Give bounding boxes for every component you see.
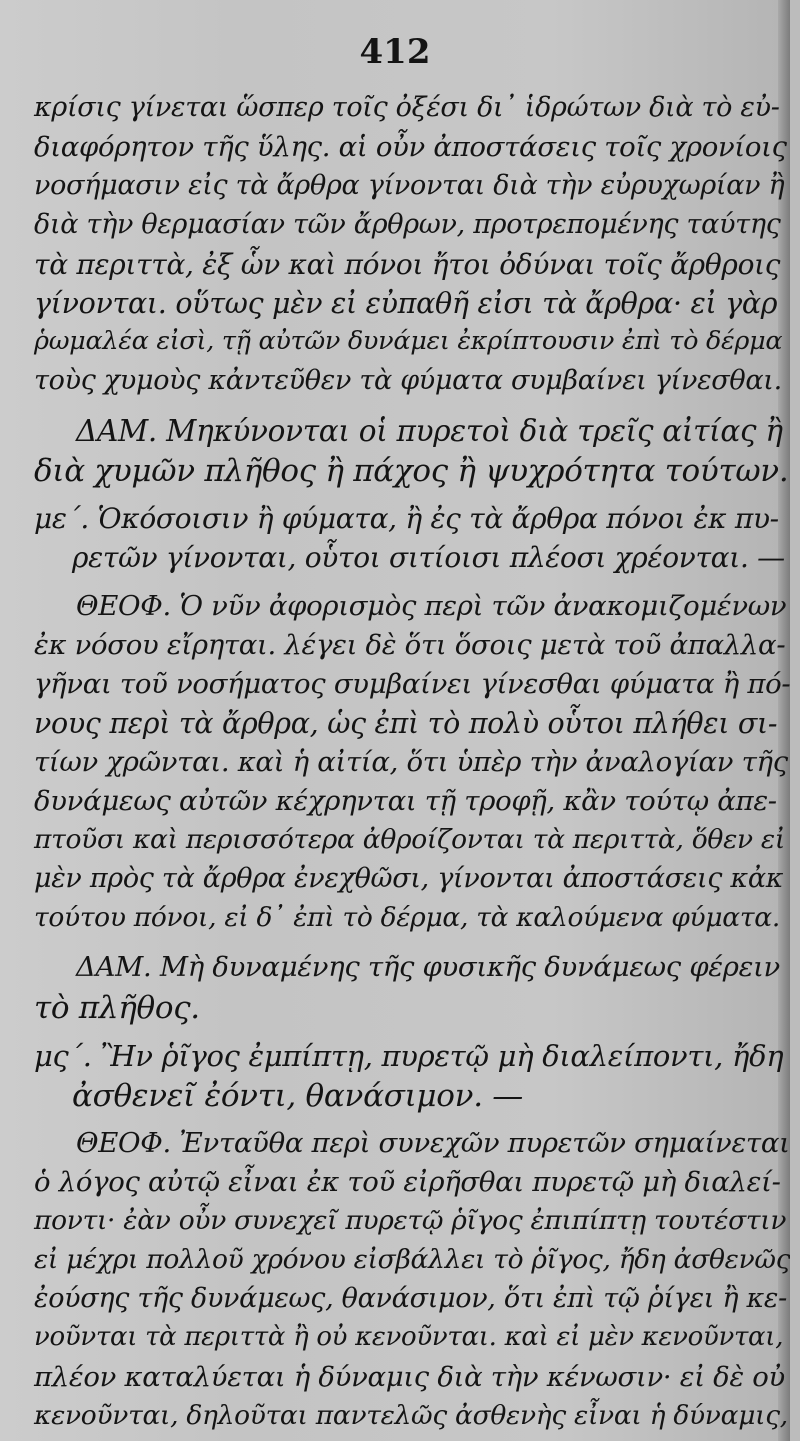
commentary-line: ΘΕΟΦ. Ἐνταῦθα περὶ συνεχῶν πυρετῶν σημαίνεται: [76, 1127, 790, 1159]
text-line: γίνονται. οὕτως μὲν εἰ εὐπαθῆ εἰσι τὰ ἄρθρα· εἰ γὰρ: [34, 287, 778, 320]
text-line: διὰ χυμῶν πλῆθος ἢ πάχος ἢ ψυχρότητα τούτων.: [34, 453, 789, 489]
text-line: διὰ τὴν θερμασίαν τῶν ἄρθρων, προτρεπομένης ταύτης: [34, 209, 781, 240]
text-line: ἀσθενεῖ ἐόντι, θανάσιμον. —: [72, 1078, 523, 1114]
text-line: μὲν πρὸς τὰ ἄρθρα ἐνεχθῶσι, γίνονται ἀποστάσεις κἀκ: [34, 863, 784, 894]
text-line: ὁ λόγος αὐτῷ εἶναι ἐκ τοῦ εἰρῆσθαι πυρετῷ μὴ διαλεί-: [34, 1166, 781, 1198]
dialogue-line: ΔΑΜ. Μηκύνονται οἱ πυρετοὶ διὰ τρεῖς αἰτίας ἢ: [76, 414, 783, 448]
text-line: διαφόρητον τῆς ὕλης. αἱ οὖν ἀποστάσεις τοῖς χρονίοις: [34, 131, 787, 163]
text-line: κρίσις γίνεται ὥσπερ τοῖς ὀξέσι δι᾽ ἱδρώτων διὰ τὸ εὐ-: [34, 92, 780, 123]
text-line: τὸ πλῆθος.: [34, 990, 200, 1026]
text-line: πλέον καταλύεται ἡ δύναμις διὰ τὴν κένωσιν· εἰ δὲ οὐ: [34, 1361, 785, 1393]
text-line: δυνάμεως αὐτῶν κέχρηνται τῇ τροφῇ, κἂν τούτῳ ἀπε-: [34, 785, 777, 817]
aphorism-line: μς΄. Ἢν ῥῖγος ἐμπίπτῃ, πυρετῷ μὴ διαλείποντι, ἤδη: [34, 1039, 784, 1073]
text-line: τούτου πόνοι, εἰ δ᾽ ἐπὶ τὸ δέρμα, τὰ καλούμενα φύματα.: [34, 902, 780, 933]
text-line: ρετῶν γίνονται, οὗτοι σιτίοισι πλέοσι χρέονται. —: [72, 541, 785, 574]
dialogue-line: ΔΑΜ. Μὴ δυναμένης τῆς φυσικῆς δυνάμεως φέρειν: [76, 951, 780, 983]
text-line: νοῦνται τὰ περιττὰ ἢ οὐ κενοῦνται. καὶ εἰ μὲν κενοῦνται,: [34, 1322, 784, 1352]
commentary-line: ΘΕΟΦ. Ὁ νῦν ἀφορισμὸς περὶ τῶν ἀνακομιζομένων: [76, 590, 787, 622]
page-number: 412: [359, 32, 431, 72]
text-line: τοὺς χυμοὺς κἀντεῦθεν τὰ φύματα συμβαίνει γίνεσθαι.: [34, 365, 782, 396]
text-line: ἐούσης τῆς δυνάμεως, θανάσιμον, ὅτι ἐπὶ τῷ ῥίγει ἢ κε-: [34, 1283, 787, 1314]
text-line: τίων χρῶνται. καὶ ἡ αἰτία, ὅτι ὑπὲρ τὴν ἀναλογίαν τῆς: [34, 746, 788, 778]
text-line: εἰ μέχρι πολλοῦ χρόνου εἰσβάλλει τὸ ῥῖγος, ἤδη ἀσθενῶς: [34, 1244, 790, 1275]
text-line: γῆναι τοῦ νοσήματος συμβαίνει γίνεσθαι φύματα ἢ πό-: [34, 668, 790, 700]
aphorism-line: με΄. Ὁκόσοισιν ἢ φύματα, ἢ ἐς τὰ ἄρθρα πόνοι ἐκ πυ-: [34, 502, 779, 535]
text-line: ῥωμαλέα εἰσὶ, τῇ αὐτῶν δυνάμει ἐκρίπτουσιν ἐπὶ τὸ δέρμα: [34, 326, 783, 356]
text-line: τὰ περιττὰ, ἐξ ὧν καὶ πόνοι ἤτοι ὀδύναι τοῖς ἄρθροις: [34, 248, 781, 281]
text-line: νους περὶ τὰ ἄρθρα, ὡς ἐπὶ τὸ πολὺ οὗτοι πλήθει σι-: [34, 707, 778, 740]
text-line: κενοῦνται, δηλοῦται παντελῶς ἀσθενὴς εἶναι ἡ δύναμις,: [34, 1400, 788, 1431]
text-line: ἐκ νόσου εἴρηται. λέγει δὲ ὅτι ὅσοις μετὰ τοῦ ἀπαλλα-: [34, 629, 786, 661]
text-line: νοσήμασιν εἰς τὰ ἄρθρα γίνονται διὰ τὴν εὐρυχωρίαν ἢ: [34, 170, 785, 201]
text-line: ποντι· ἐὰν οὖν συνεχεῖ πυρετῷ ῥῖγος ἐπιπίπτῃ τουτέστιν: [34, 1205, 787, 1236]
text-line: πτοῦσι καὶ περισσότερα ἀθροίζονται τὰ περιττὰ, ὅθεν εἰ: [34, 824, 785, 855]
